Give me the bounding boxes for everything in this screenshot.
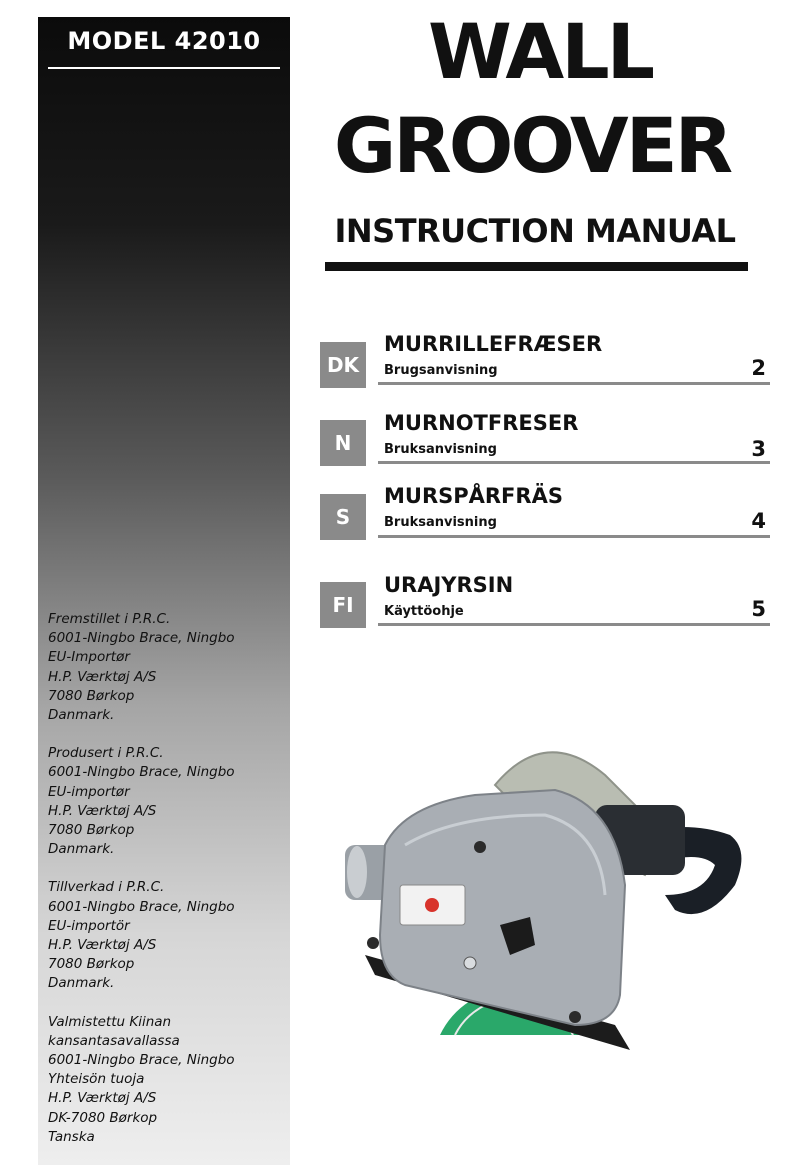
model-label: MODEL 42010 [67, 27, 261, 55]
imprint-block-fi [48, 1013, 288, 1147]
lang-title: MURRILLEFRÆSER [384, 332, 603, 356]
sidebar-panel [38, 17, 290, 1165]
imprint-block-n [48, 744, 288, 859]
imprint-line: EU-Importør [48, 649, 130, 666]
imprint-line: Danmark. [48, 975, 115, 992]
bolt-icon [464, 957, 476, 969]
lang-subtitle: Brugsanvisning [384, 363, 498, 378]
lang-subtitle: Bruksanvisning [384, 515, 497, 530]
imprint-line: Yhteisön tuoja [48, 1071, 145, 1088]
imprint-block-s [48, 878, 288, 993]
lang-code-badge: N [320, 420, 366, 466]
imprint-line: 7080 Børkop [48, 956, 135, 973]
imprint-line: H.P. Værktøj A/S [48, 937, 157, 954]
lang-divider [378, 461, 770, 464]
wall-groover-product-image [345, 735, 745, 1055]
imprint-line: H.P. Værktøj A/S [48, 668, 157, 685]
model-divider [48, 67, 280, 69]
lang-page-number: 5 [751, 597, 766, 621]
imprint-line: H.P. Værktøj A/S [48, 1090, 157, 1107]
dust-port-opening [347, 846, 367, 898]
lang-page-number: 3 [751, 437, 766, 461]
lang-code-badge: S [320, 494, 366, 540]
imprint-line: Danmark. [48, 707, 115, 724]
imprint-line: Fremstillet i P.R.C. [48, 611, 171, 627]
bolt-icon [569, 1011, 581, 1023]
imprint-line: DK-7080 Børkop [48, 1109, 158, 1126]
bolt-icon [474, 841, 486, 853]
imprint-line: H.P. Værktøj A/S [48, 802, 157, 819]
imprint-line: 7080 Børkop [48, 687, 135, 704]
imprint-line: Valmistettu Kiinan [48, 1013, 172, 1030]
lang-subtitle: Bruksanvisning [384, 442, 497, 457]
manufacturer-imprint [48, 610, 288, 1166]
lang-code-badge: DK [320, 342, 366, 388]
title-wall: WALL [427, 7, 653, 96]
lang-page-number: 2 [751, 356, 766, 380]
imprint-line: 6001-Ningbo Brace, Ningbo [48, 764, 235, 781]
title-groover: GROOVER [333, 101, 731, 190]
brand-logo-icon [425, 898, 439, 912]
imprint-line: 6001-Ningbo Brace, Ningbo [48, 898, 235, 915]
imprint-block-dk [48, 610, 288, 725]
title-divider [325, 262, 748, 271]
imprint-line: Tillverkad i P.R.C. [48, 879, 165, 896]
subtitle-instruction-manual: INSTRUCTION MANUAL [334, 212, 736, 250]
lang-code-badge: FI [320, 582, 366, 628]
imprint-line: EU-importør [48, 783, 130, 800]
bolt-icon [367, 937, 379, 949]
lang-title: MURNOTFRESER [384, 411, 579, 435]
imprint-line: 6001-Ningbo Brace, Ningbo [48, 630, 235, 647]
lang-subtitle: Käyttöohje [384, 604, 464, 619]
imprint-line: 7080 Børkop [48, 822, 135, 839]
lang-divider [378, 535, 770, 538]
imprint-line: 6001-Ningbo Brace, Ningbo [48, 1052, 235, 1069]
imprint-line: kansantasavallassa [48, 1032, 180, 1049]
lang-divider [378, 623, 770, 626]
lang-page-number: 4 [751, 509, 766, 533]
lang-title: URAJYRSIN [384, 573, 514, 597]
imprint-line: Tanska [48, 1128, 95, 1145]
imprint-line: Produsert i P.R.C. [48, 745, 164, 762]
imprint-line: EU-importör [48, 917, 130, 934]
lang-title: MURSPÅRFRÄS [384, 484, 563, 508]
lang-divider [378, 382, 770, 385]
imprint-line: Danmark. [48, 841, 115, 858]
